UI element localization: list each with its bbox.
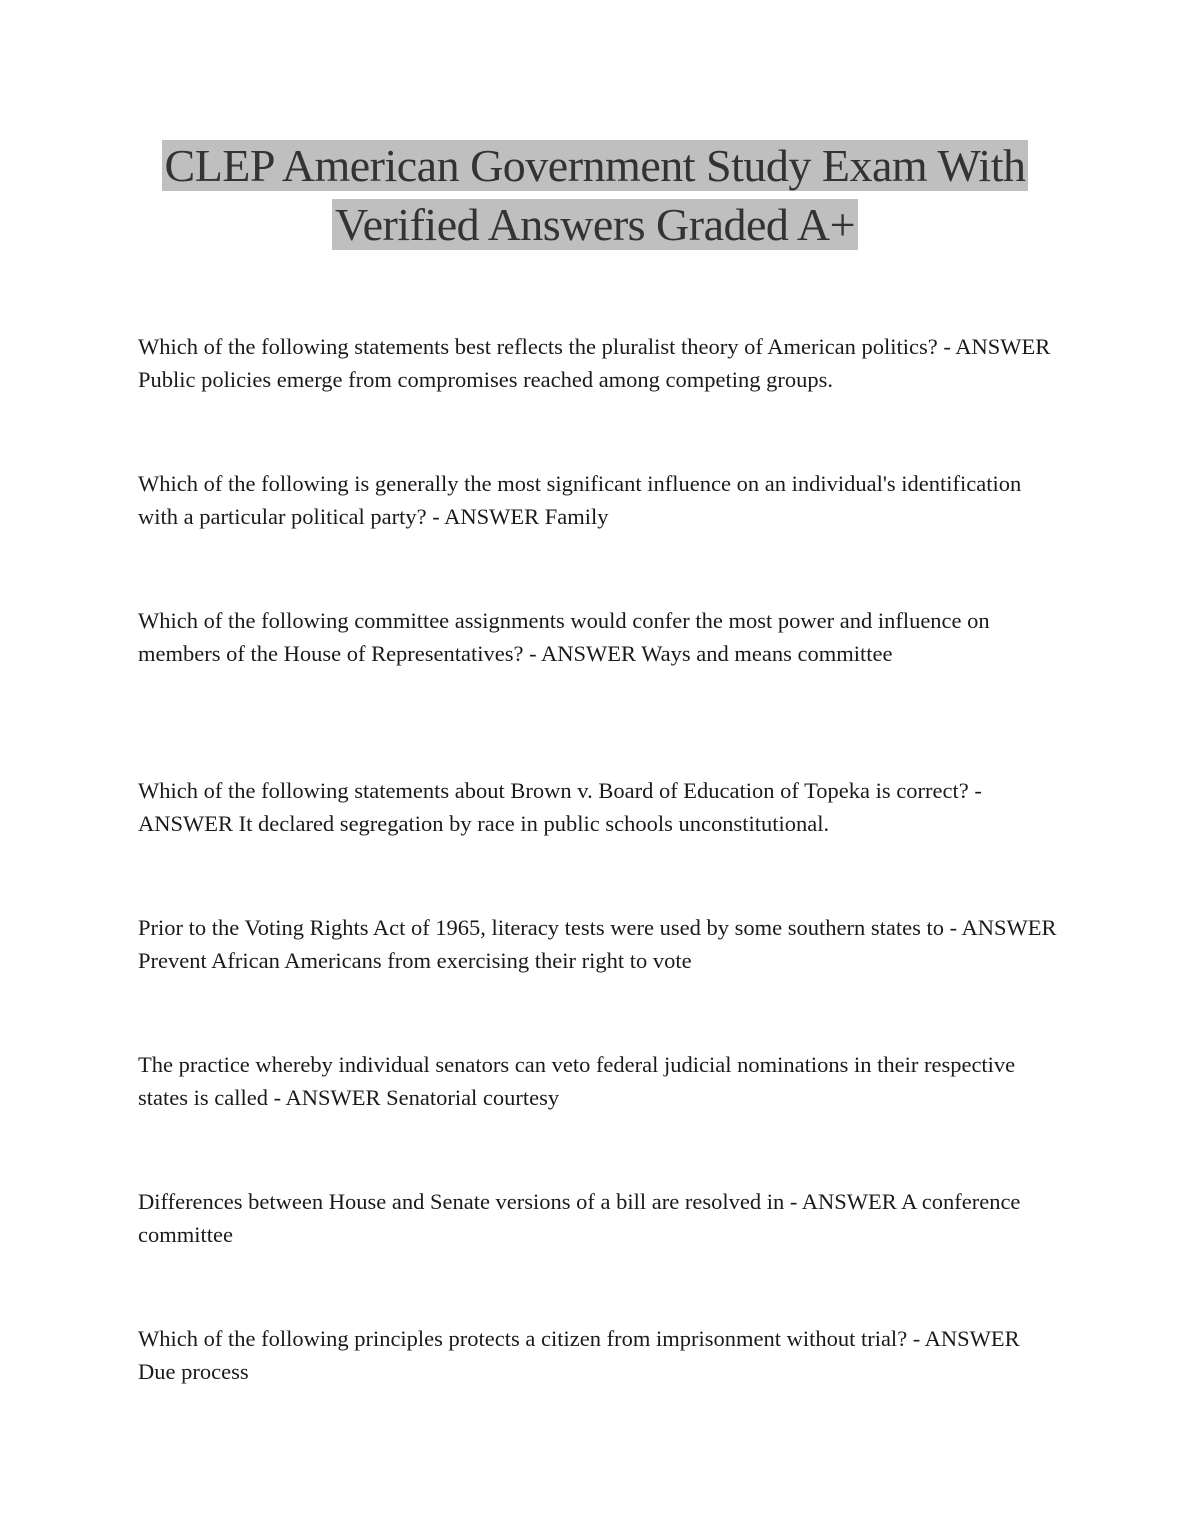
document-title bbox=[0, 136, 1190, 254]
qa-item-1: Which of the following statements best reflects the pluralist theory of American politics? - ANSWER Public policies emerge from compromises reached among competing groups. bbox=[138, 334, 1051, 392]
title-line-1: CLEP American Government Study Exam With bbox=[162, 140, 1029, 191]
qa-item-7: Differences between House and Senate versions of a bill are resolved in - ANSWER A conference committee bbox=[138, 1189, 1021, 1247]
qa-item-6: The practice whereby individual senators can veto federal judicial nominations in their respective states is called - ANSWER Senatorial courtesy bbox=[138, 1052, 1016, 1110]
qa-item-2: Which of the following is generally the most significant influence on an individual's identification with a particular political party? - ANSWER Family bbox=[138, 471, 1022, 529]
qa-item-3: Which of the following committee assignments would confer the most power and influence on members of the House of Representatives? - ANSWER Ways and means committee bbox=[138, 608, 990, 666]
title-line-2: Verified Answers Graded A+ bbox=[332, 199, 858, 250]
qa-item-4: Which of the following statements about Brown v. Board of Education of Topeka is correct? - ANSWER It declared segregation by race in public schools unconstitutional. bbox=[138, 778, 982, 836]
qa-item-5: Prior to the Voting Rights Act of 1965, literacy tests were used by some southern states to - ANSWER Prevent African Americans from exercising their right to vote bbox=[138, 915, 1057, 973]
qa-item-8: Which of the following principles protects a citizen from imprisonment without trial? - ANSWER Due process bbox=[138, 1326, 1020, 1384]
